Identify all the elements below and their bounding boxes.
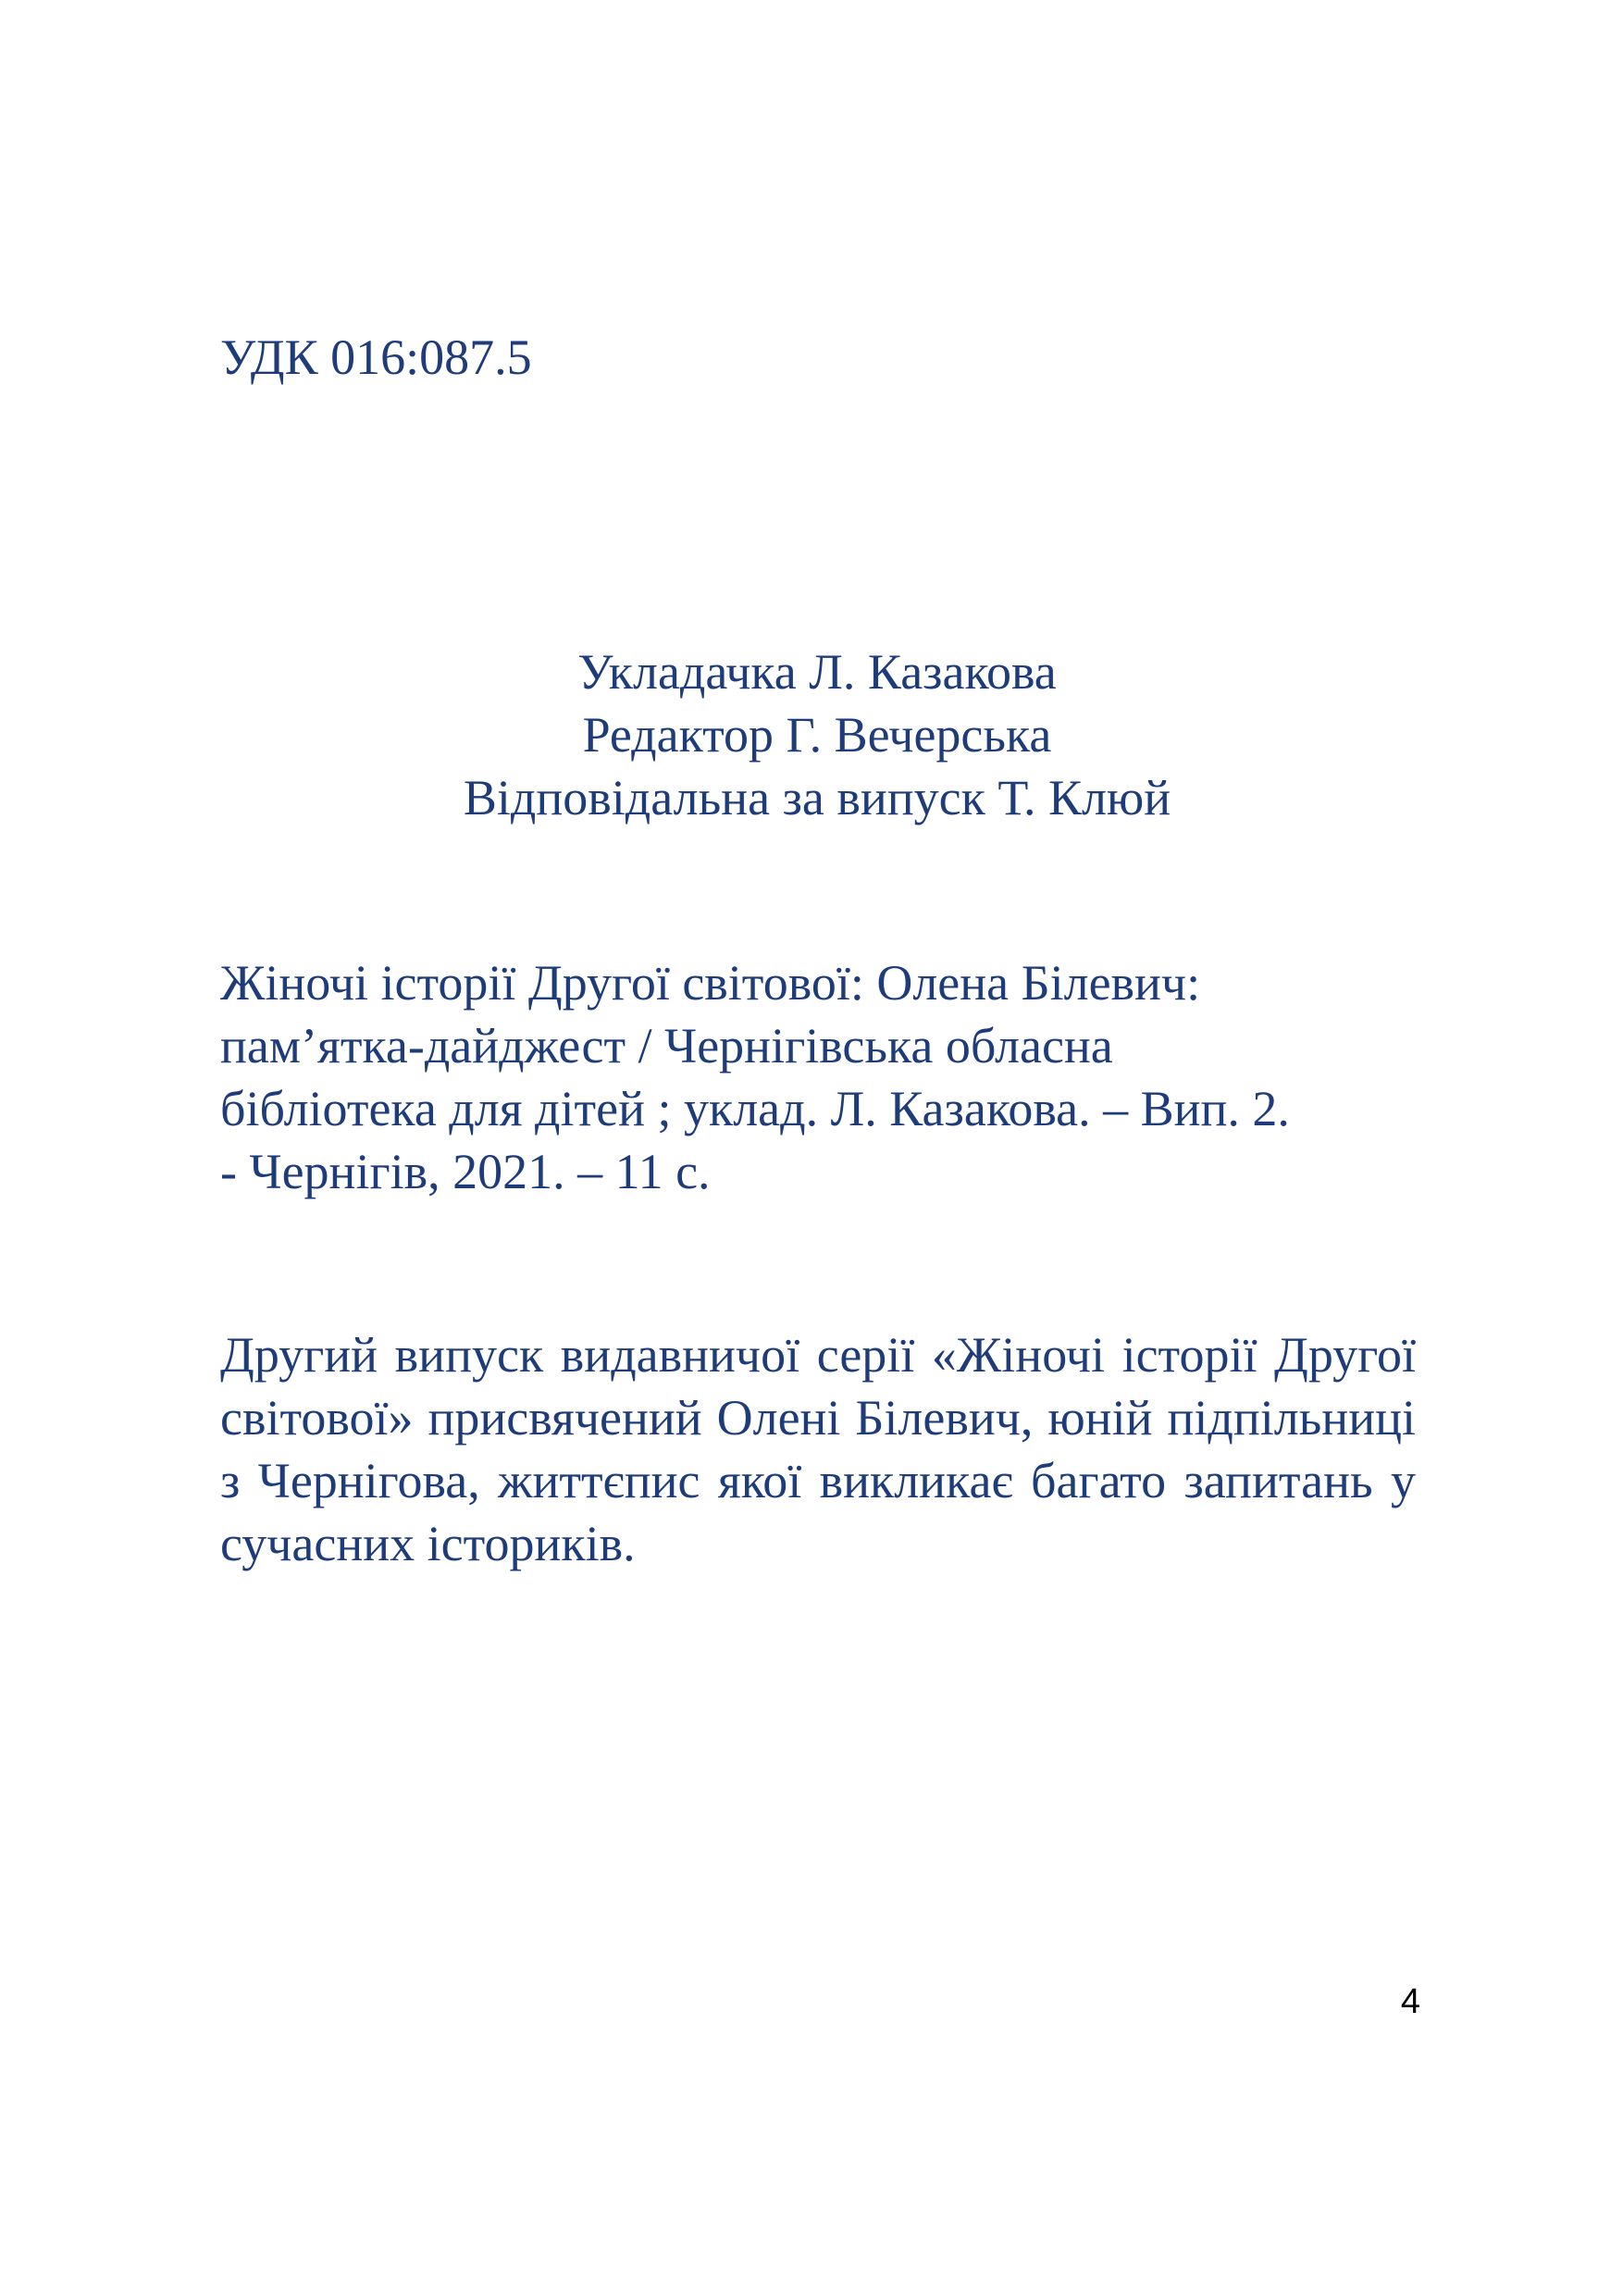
editor-credit: Редактор Г. Вечерська: [582, 707, 1052, 763]
biblio-line: Жіночі історії Другої світової: Олена Білевич:: [220, 955, 1201, 1011]
biblio-line: - Чернігів, 2021. – 11 с.: [220, 1144, 711, 1199]
credits-block: [220, 640, 1414, 829]
udc-code: УДК 016:087.5: [220, 329, 532, 385]
page-number: 4: [1400, 1982, 1420, 2021]
bibliographic-record: [220, 951, 1290, 1203]
annotation-paragraph: Другий випуск видавничої серії «Жіночі історії Другої світової» присвячений Олені Білевич, юній підпільниці з Чернігова, життєпис якої викликає багато запитань у сучасних істориків.: [220, 1327, 1416, 1571]
biblio-line: пам’ятка-дайджест / Чернігівська обласна: [220, 1018, 1113, 1074]
responsible-credit: Відповідальна за випуск Т. Клюй: [463, 770, 1171, 825]
compiler-credit: Укладачка Л. Казакова: [577, 644, 1057, 700]
biblio-line: бібліотека для дітей ; уклад. Л. Казакова. – Вип. 2.: [220, 1081, 1290, 1136]
